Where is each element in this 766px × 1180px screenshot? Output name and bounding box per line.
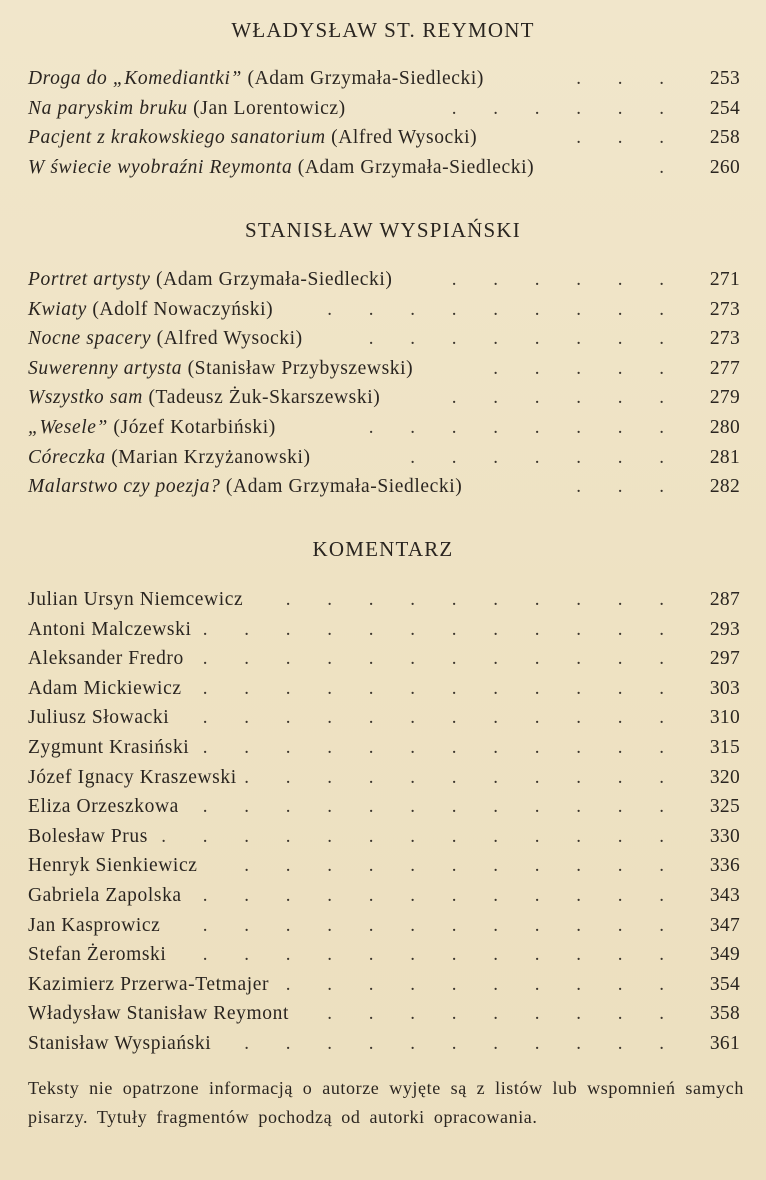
entry-name: Zygmunt Krasiński — [28, 737, 190, 758]
dot-leader: . . . . . . . . . . — [285, 973, 680, 995]
toc-entry — [28, 792, 740, 822]
entry-text — [28, 64, 484, 94]
page-number: 361 — [709, 1033, 740, 1054]
page-number: 277 — [709, 357, 740, 379]
toc-entry — [28, 644, 740, 674]
page-number: 303 — [709, 677, 740, 699]
entry-text — [28, 703, 169, 733]
dot-leader: . . . . . . . . . . . . — [202, 648, 680, 670]
entry-name: Józef Ignacy Kraszewski — [28, 766, 237, 788]
entry-text — [28, 644, 184, 674]
page-number: 271 — [709, 269, 740, 290]
page-number: 260 — [709, 156, 740, 178]
toc-entry — [28, 443, 740, 473]
dot-leader: . . . . . . . . . . . . — [202, 677, 680, 699]
footnote: Teksty nie opatrzone informacją o autorze wyjęte są z listów lub wspomnień samych pisarzy. Tytuły fragmentów pochodzą od autorki opracowania. — [28, 1078, 744, 1127]
entry-author: (Marian Krzyżanowski) — [111, 446, 311, 468]
entry-name: Władysław Stanisław Reymont — [28, 1003, 289, 1025]
entry-text — [28, 615, 191, 645]
entry-name: Kazimierz Przerwa-Tetmajer — [28, 973, 270, 995]
page-number: 253 — [709, 68, 740, 89]
entry-text — [28, 674, 182, 704]
entry-text — [28, 851, 197, 881]
dot-leader: . . . . . . . . — [368, 328, 680, 350]
dot-leader: . . . . . . . . . . . . — [202, 944, 680, 966]
entry-name: Stefan Żeromski — [28, 944, 167, 966]
dot-leader: . . . . . — [493, 357, 680, 379]
page-number: 336 — [709, 855, 740, 877]
page-number: 325 — [709, 796, 740, 818]
page-number: 280 — [709, 417, 740, 438]
page-number: 315 — [709, 737, 740, 758]
toc-entry — [28, 94, 740, 124]
toc-entry — [28, 324, 740, 354]
toc-entry — [28, 123, 740, 153]
entry-name: Stanisław Wyspiański — [28, 1033, 212, 1054]
page-number: 343 — [709, 885, 740, 906]
page-number: 354 — [709, 973, 740, 995]
entry-name: Henryk Sienkiewicz — [28, 855, 198, 877]
entry-title: Malarstwo czy poezja? — [28, 476, 221, 498]
dot-leader: . . . . . . — [451, 269, 680, 290]
page-number: 347 — [709, 914, 740, 936]
dot-leader: . . . . . . . . . — [327, 1003, 680, 1025]
toc-entry — [28, 970, 740, 1000]
entry-author: (Józef Kotarbiński) — [113, 417, 276, 438]
entry-author: (Adam Grzymała-Siedlecki) — [247, 68, 484, 89]
entry-name: Antoni Malczewski — [28, 618, 192, 640]
dot-leader: . . . . . . . . . . . . — [202, 737, 680, 758]
entry-title: Córeczka — [28, 446, 106, 468]
page-number: 297 — [709, 648, 740, 670]
page-number: 287 — [709, 589, 740, 610]
dot-leader: . . . . . . — [451, 97, 680, 119]
dot-leader: . . . . . . . . . . . — [244, 855, 680, 877]
toc-entry — [28, 615, 740, 645]
entry-author: (Alfred Wysocki) — [156, 328, 303, 350]
entry-name: Eliza Orzeszkowa — [28, 796, 179, 818]
entry-text — [28, 383, 380, 413]
entry-text — [28, 153, 534, 183]
entry-title: Na paryskim bruku — [28, 97, 188, 119]
dot-leader: . . . . . . . . . . — [285, 589, 680, 610]
page-number: 273 — [709, 298, 740, 320]
entry-text — [28, 585, 243, 615]
entry-text — [28, 1029, 211, 1059]
page-number: 330 — [709, 825, 740, 847]
entry-name: Julian Ursyn Niemcewicz — [28, 589, 244, 610]
entry-text — [28, 413, 276, 443]
dot-leader: . . . . . . . . . . . . — [202, 618, 680, 640]
toc-entry — [28, 881, 740, 911]
toc-entry — [28, 354, 740, 384]
entry-title: Suwerenny artysta — [28, 357, 183, 379]
entry-title: Kwiaty — [28, 298, 87, 320]
entry-name: Jan Kasprowicz — [28, 914, 161, 936]
toc-entry — [28, 763, 740, 793]
dot-leader: . . . . . . . . . . . — [244, 766, 680, 788]
entry-text — [28, 763, 237, 793]
dot-leader: . . . . . . . . . . . . — [202, 796, 680, 818]
dot-leader: . . . . . . . . . — [327, 298, 680, 320]
entry-text — [28, 999, 289, 1029]
page-number: 358 — [709, 1003, 740, 1025]
entry-text — [28, 881, 182, 911]
entry-author: (Adolf Nowaczyński) — [92, 298, 274, 320]
toc-entry — [28, 851, 740, 881]
entry-text — [28, 443, 311, 473]
page-number: 320 — [709, 766, 740, 788]
page-number: 254 — [709, 97, 740, 119]
toc-entry — [28, 733, 740, 763]
section-heading: STANISŁAW WYSPIAŃSKI — [245, 218, 521, 242]
entry-author: (Tadeusz Żuk-Skarszewski) — [148, 387, 381, 409]
entry-author: (Adam Grzymała-Siedlecki) — [225, 476, 463, 498]
entry-author: (Alfred Wysocki) — [331, 127, 478, 149]
toc-entry — [28, 674, 740, 704]
section-heading: KOMENTARZ — [312, 537, 454, 561]
entry-text — [28, 472, 462, 502]
toc-entry — [28, 295, 740, 325]
toc-entry — [28, 383, 740, 413]
entry-text — [28, 940, 166, 970]
page-number: 293 — [709, 618, 740, 640]
dot-leader: . . . . . . . . . . . . — [202, 885, 680, 906]
entry-author: (Adam Grzymała-Siedlecki) — [297, 156, 535, 178]
entry-text — [28, 265, 393, 295]
entry-text — [28, 911, 160, 941]
entry-text — [28, 792, 179, 822]
toc-entry — [28, 1029, 740, 1059]
entry-title: Portret artysty — [28, 269, 151, 290]
entry-text — [28, 123, 477, 153]
toc-entry — [28, 999, 740, 1029]
entry-text — [28, 295, 273, 325]
entry-text — [28, 822, 148, 852]
toc-entry — [28, 940, 740, 970]
entry-author: (Jan Lorentowicz) — [193, 97, 346, 119]
page-number: 281 — [709, 446, 740, 468]
section-heading: WŁADYSŁAW ST. REYMONT — [231, 18, 535, 42]
toc-entry — [28, 153, 740, 183]
toc-entry — [28, 413, 740, 443]
page-number: 273 — [709, 328, 740, 350]
toc-entry — [28, 822, 740, 852]
entry-text — [28, 970, 269, 1000]
entry-title: Droga do „Komediantki” — [28, 68, 242, 89]
dot-leader: . . . . . . . . . . . — [244, 1033, 680, 1054]
entry-text — [28, 733, 189, 763]
entry-name: Adam Mickiewicz — [28, 677, 182, 699]
dot-leader: . . . — [576, 127, 680, 149]
entry-text — [28, 324, 303, 354]
page-number: 258 — [709, 127, 740, 149]
toc-entry — [28, 64, 740, 94]
entry-name: Bolesław Prus — [28, 825, 148, 847]
dot-leader: . . . — [576, 68, 680, 89]
entry-name: Aleksander Fredro — [28, 648, 184, 670]
dot-leader: . . . . . . . . . . . . . — [161, 825, 680, 847]
entry-title: W świecie wyobraźni Reymonta — [28, 156, 293, 178]
entry-name: Juliusz Słowacki — [28, 707, 170, 729]
dot-leader: . . . . . . . . — [368, 417, 680, 438]
page-number: 282 — [709, 476, 740, 498]
toc-entry — [28, 265, 740, 295]
entry-title: Wszystko sam — [28, 387, 143, 409]
dot-leader: . — [659, 156, 680, 178]
toc-entry — [28, 585, 740, 615]
toc-entry — [28, 703, 740, 733]
entry-title: Pacjent z krakowskiego sanatorium — [28, 127, 326, 149]
toc-entry — [28, 472, 740, 502]
entry-name: Gabriela Zapolska — [28, 885, 182, 906]
page-number: 279 — [709, 387, 740, 409]
entry-title: „Wesele” — [28, 417, 108, 438]
dot-leader: . . . . . . . . . . . . — [202, 707, 680, 729]
dot-leader: . . . . . . . — [410, 446, 680, 468]
entry-author: (Stanisław Przybyszewski) — [187, 357, 414, 379]
entry-author: (Adam Grzymała-Siedlecki) — [156, 269, 393, 290]
entry-text — [28, 94, 346, 124]
dot-leader: . . . . . . . . . . . . — [202, 914, 680, 936]
dot-leader: . . . . . . — [451, 387, 680, 409]
toc-entry — [28, 911, 740, 941]
page-number: 349 — [709, 944, 740, 966]
entry-title: Nocne spacery — [28, 328, 152, 350]
entry-text — [28, 354, 413, 384]
page-number: 310 — [709, 707, 740, 729]
dot-leader: . . . — [576, 476, 680, 498]
